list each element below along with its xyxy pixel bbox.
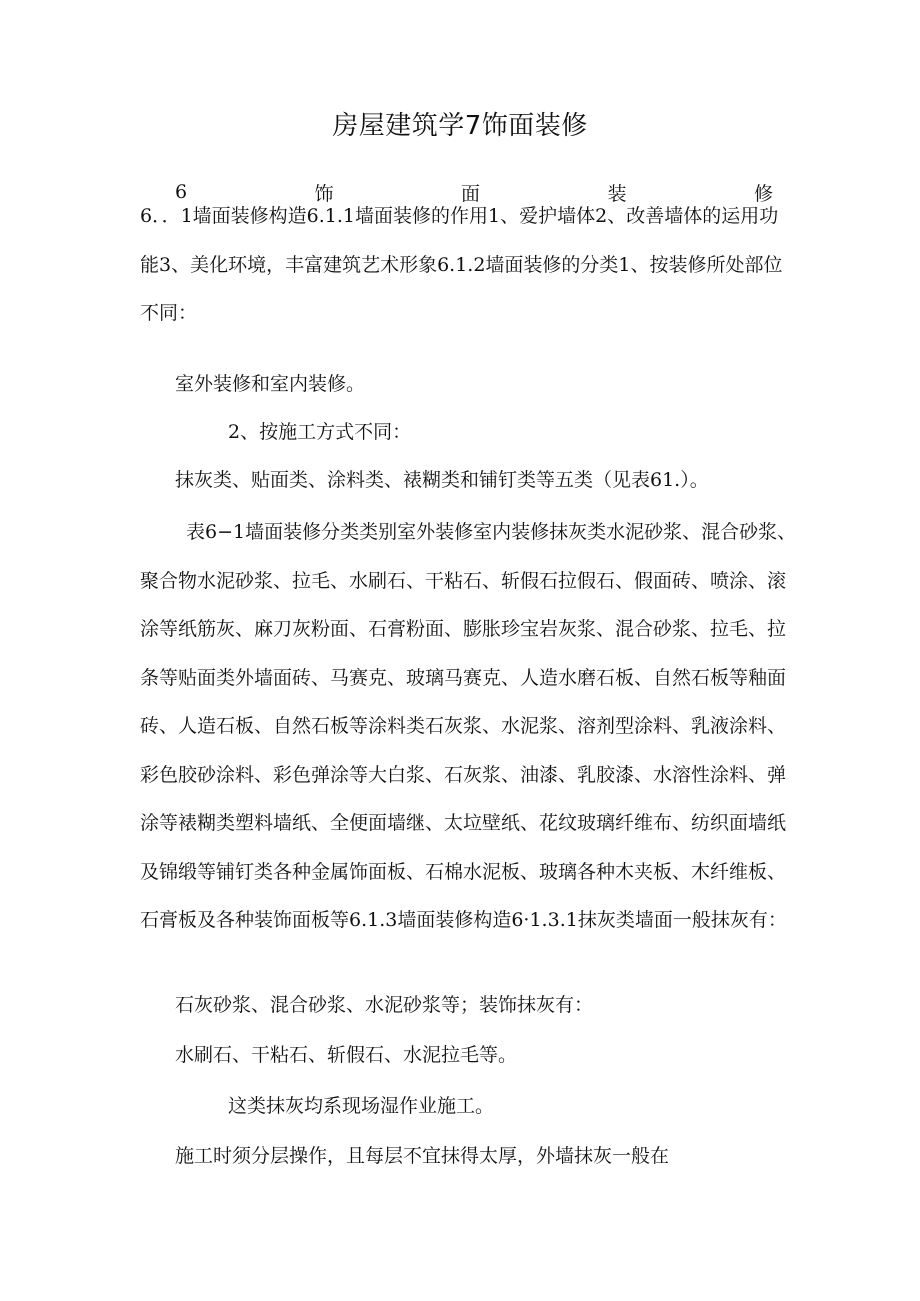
paragraph-plaster-mortar: 石灰砂浆、混合砂浆、水泥砂浆等；装饰抹灰有： bbox=[175, 994, 594, 1016]
paragraph-construction-method: 2、按施工方式不同： bbox=[228, 421, 412, 443]
paragraph-wall-decoration-intro: 6．．1墙面装修构造6.1.1墙面装修的作用1、爱护墙体2、改善墙体的运用功能3、美化环境，丰富建筑艺术形象6.1.2墙面装修的分类1、按装修所处部位不同： bbox=[140, 205, 783, 324]
paragraph-classification-table: 表6−1墙面装修分类类别室外装修室内装修抹灰类水泥砂浆、混合砂浆、聚合物水泥砂浆、拉毛、水刷石、干粘石、斩假石拉假石、假面砖、喷涂、滚涂等纸筋灰、麻刀灰粉面、石膏粉面、膨胀珍宝岩灰浆、混合砂浆、拉毛、拉条等贴面类外墙面砖、马赛克、玻璃马赛克、人造水磨石板、自然石板等釉面砖、人造石板、自然石板等涂料类石灰浆、水泥浆、溶剂型涂料、乳液涂料、彩色胶砂涂料、彩色弹涂等大白浆、石灰浆、油漆、乳胶漆、水溶性涂料、弹涂等裱糊类塑料墙纸、全便面墙继、太垃壁纸、花纹玻璃纤维布、纺织面墙纸及锦缎等铺钉类各种金属饰面板、石棉水泥板、玻璃各种木夹板、木纤维板、石膏板及各种装饰面板等6.1.3墙面装修构造6·1.3.1抹灰类墙面一般抹灰有： bbox=[140, 521, 797, 931]
paragraph-decorative-plaster: 水刷石、干粘石、斩假石、水泥拉毛等。 bbox=[175, 1044, 518, 1066]
paragraph-indoor-outdoor: 室外装修和室内装修。 bbox=[175, 373, 366, 395]
chapter-heading-char: 饰 bbox=[314, 182, 334, 205]
document-title: 房屋建筑学7饰面装修 bbox=[332, 111, 588, 141]
paragraph-five-types: 抹灰类、贴面类、涂料类、裱糊类和铺钉类等五类（见表61.）。 bbox=[175, 469, 709, 491]
chapter-heading-char: 6 bbox=[175, 181, 188, 203]
chapter-heading-char: 修 bbox=[753, 182, 773, 205]
paragraph-layered-operation: 施工时须分层操作，且每层不宜抹得太厚，外墙抹灰一般在 bbox=[175, 1145, 670, 1167]
chapter-heading-char: 面 bbox=[461, 182, 481, 205]
chapter-heading-char: 装 bbox=[607, 182, 627, 205]
paragraph-wet-work: 这类抹灰均系现场湿作业施工。 bbox=[228, 1095, 495, 1117]
